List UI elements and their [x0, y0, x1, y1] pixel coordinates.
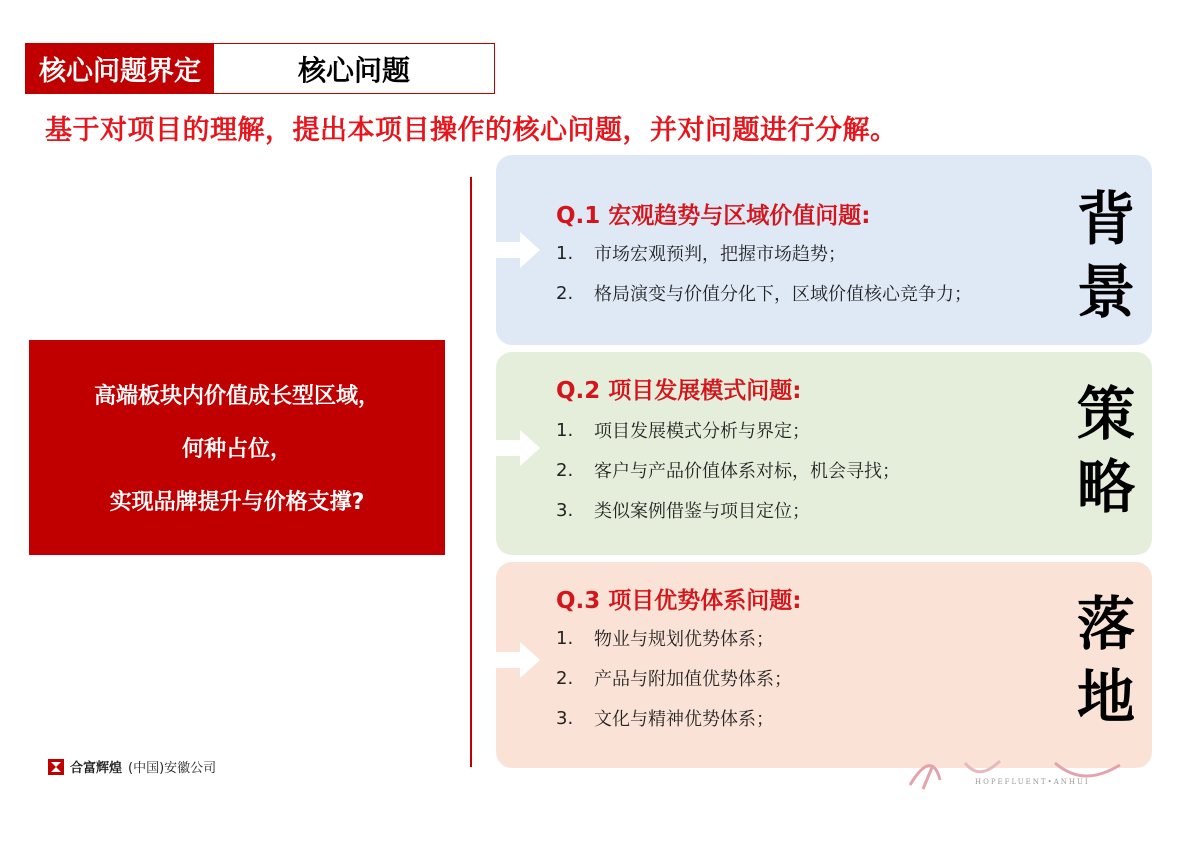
company-suffix: (中国)安徽公司 [128, 761, 217, 776]
question-panel-2 [496, 352, 1152, 555]
company-logo-icon [48, 759, 64, 775]
list-item: 3. 文化与精神优势体系； [556, 707, 774, 730]
core-question-line-1: 高端板块内价值成长型区域， [93, 384, 380, 409]
core-question-line-3: 实现品牌提升与价格支撑? [109, 490, 365, 515]
company-name: 合富辉煌 [70, 761, 123, 776]
tag-char: 景 [1076, 257, 1135, 326]
arrow-right-icon [496, 428, 540, 468]
company-logo [48, 757, 216, 776]
tag-char: 落 [1076, 590, 1135, 658]
tag-char: 策 [1076, 380, 1135, 448]
section-label-tab [25, 43, 213, 94]
arrow-right-icon [496, 230, 540, 270]
panel-tag-1 [1074, 183, 1138, 328]
question-panel-1 [496, 155, 1152, 345]
question-title-1: Q.1 宏观趋势与区域价值问题: [556, 203, 871, 229]
subtitle: 基于对项目的理解，提出本项目操作的核心问题，并对问题进行分解。 [45, 115, 898, 146]
question-items-1 [556, 233, 972, 313]
list-item: 2. 产品与附加值优势体系； [556, 667, 792, 690]
panel-tag-2 [1074, 378, 1138, 523]
question-title-3: Q.3 项目优势体系问题: [556, 588, 802, 614]
arrow-right-icon [496, 640, 540, 680]
core-question-box [29, 340, 445, 555]
page-title: 核心问题 [297, 53, 410, 87]
tag-char: 地 [1076, 662, 1135, 731]
brand-watermark-text: HOPEFLUENT•ANHUI [975, 778, 1090, 786]
brand-watermark-icon [905, 755, 1130, 793]
tag-char: 略 [1076, 452, 1135, 521]
list-item: 1. 市场宏观预判，把握市场趋势； [556, 242, 846, 265]
core-question-line-2: 何种占位， [181, 437, 292, 462]
page-title-tab [213, 43, 495, 94]
section-label: 核心问题界定 [39, 56, 201, 87]
list-item: 1. 项目发展模式分析与界定； [556, 419, 810, 442]
list-item: 3. 类似案例借鉴与项目定位； [556, 499, 810, 522]
question-items-2 [556, 410, 900, 530]
list-item: 2. 格局演变与价值分化下，区域价值核心竞争力； [556, 282, 972, 305]
panel-tag-3 [1074, 588, 1138, 733]
tag-char: 背 [1076, 185, 1135, 253]
question-panel-3 [496, 562, 1152, 768]
list-item: 1. 物业与规划优势体系； [556, 627, 774, 650]
vertical-divider [470, 177, 472, 767]
question-title-2: Q.2 项目发展模式问题: [556, 378, 802, 404]
question-items-3 [556, 618, 792, 738]
list-item: 2. 客户与产品价值体系对标，机会寻找； [556, 459, 900, 482]
